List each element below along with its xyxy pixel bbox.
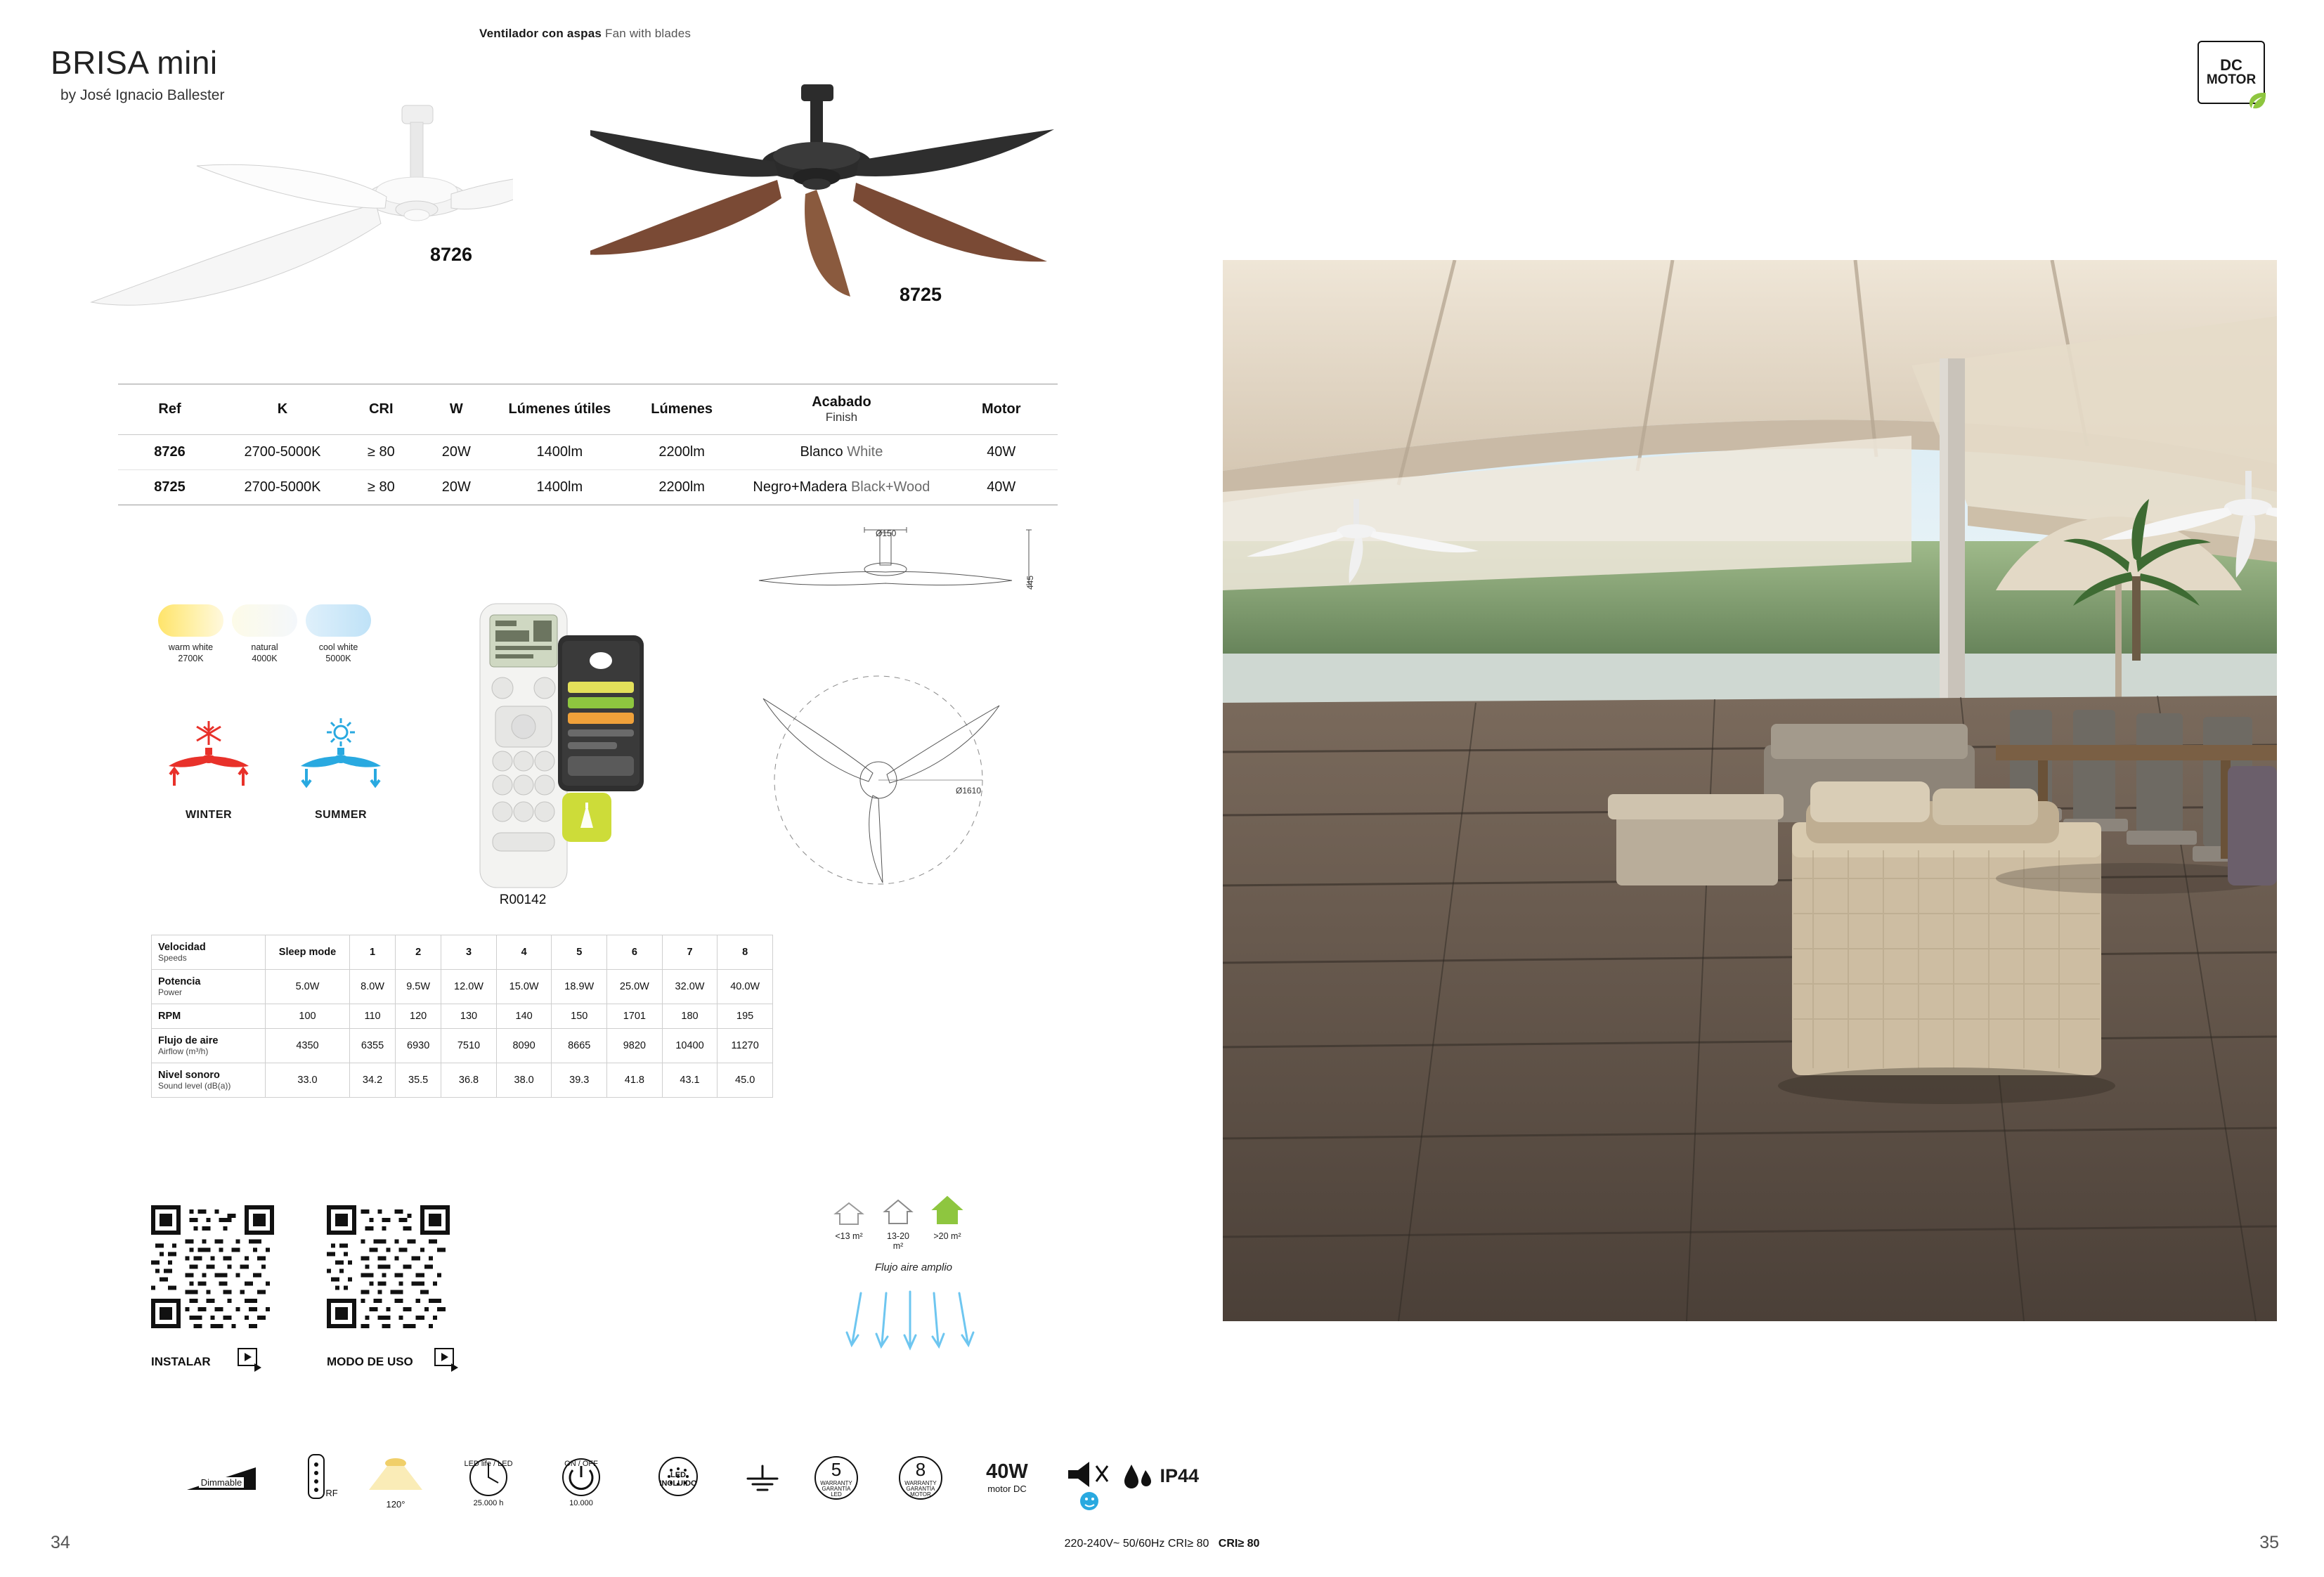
speeds-rowhead-airflow-es: Flujo de aire — [158, 1035, 219, 1046]
remote-code-label: R00142 — [499, 893, 547, 907]
footer-note-bold: CRI≥ 80 — [1218, 1538, 1260, 1550]
speeds-sound-row — [152, 1063, 773, 1098]
cell-ref: 8726 — [118, 435, 221, 470]
cell-airflow-2: 6930 — [396, 1029, 441, 1063]
qr-install-label — [151, 1355, 211, 1369]
cell-power-7: 32.0W — [662, 970, 718, 1004]
airflow-arrows-icon — [840, 1286, 980, 1363]
svg-text:5: 5 — [831, 1459, 842, 1480]
speeds-col-8: 8 — [718, 935, 773, 970]
speeds-rowhead-speed-es: Velocidad — [158, 942, 206, 953]
play-video-icon[interactable] — [238, 1348, 263, 1372]
cell-power-8: 40.0W — [718, 970, 773, 1004]
cell-ref: 8725 — [154, 479, 186, 495]
cell-lumenes-utiles: 1400lm — [494, 435, 625, 470]
cct-name-warm: warm white — [168, 642, 214, 652]
cell-sound-6: 41.8 — [607, 1063, 663, 1098]
cell-power-1: 8.0W — [350, 970, 396, 1004]
cell-motor: 40W — [945, 435, 1058, 470]
class-earth-feature — [731, 1462, 794, 1498]
speeds-rowhead-rpm-es: RPM — [158, 1011, 181, 1022]
dimmable-label: Dimmable — [199, 1477, 245, 1488]
cell-rpm-6: 1701 — [607, 1004, 663, 1029]
airflow-caption: Flujo aire amplio — [874, 1261, 953, 1273]
warranty-led-feature — [794, 1452, 878, 1507]
speeds-rowhead-power — [152, 970, 266, 1004]
cell-airflow-1: 6355 — [350, 1029, 396, 1063]
svg-text:WARRANTY: WARRANTY — [820, 1480, 852, 1486]
cell-lumenes-utiles: 1400lm — [536, 479, 583, 495]
cell-cri: ≥ 80 — [367, 479, 395, 495]
rf-label: RF — [325, 1488, 338, 1498]
speeds-rowhead-speed — [152, 935, 266, 970]
cell-airflow-3: 7510 — [441, 1029, 497, 1063]
qr-usage-label — [327, 1355, 413, 1369]
cell-w: 20W — [441, 479, 471, 495]
cell-airflow-7: 10400 — [662, 1029, 718, 1063]
speeds-rowhead-sound-es: Nivel sonoro — [158, 1070, 220, 1081]
dc-badge-line1: DC — [2220, 56, 2242, 74]
cell-power-2: 9.5W — [396, 970, 441, 1004]
cell-power-5: 18.9W — [552, 970, 607, 1004]
page-kicker — [479, 27, 691, 41]
cell-rpm-4: 140 — [496, 1004, 552, 1029]
lifestyle-photo — [1223, 260, 2277, 1321]
cell-lumenes: 2200lm — [658, 479, 705, 495]
cct-kelvin-natural: 4000K — [252, 653, 278, 663]
cell-rpm-7: 180 — [662, 1004, 718, 1029]
speeds-rowhead-airflow — [152, 1029, 266, 1063]
onoff-feature — [535, 1453, 627, 1520]
warranty-motor-feature — [878, 1452, 963, 1507]
speeds-rowhead-power-es: Potencia — [158, 976, 201, 987]
spec-col-ref: Ref — [118, 384, 221, 435]
beam-angle-icon — [362, 1455, 429, 1495]
svg-text:GARANTÍA: GARANTÍA — [906, 1486, 935, 1492]
class-1-earth-icon — [738, 1462, 787, 1494]
spec-table — [118, 384, 1058, 505]
speeds-rowhead-power-en: Power — [158, 987, 183, 997]
cell-finish — [738, 470, 944, 505]
dim-top-diameter: Ø150 — [876, 528, 897, 538]
led-included-line1: LED — [670, 1471, 686, 1479]
room-size-block — [833, 1195, 963, 1251]
speeds-col-5: 5 — [552, 935, 607, 970]
cct-swatches — [158, 604, 371, 664]
cell-finish-en: Black+Wood — [850, 479, 930, 495]
side-dimension-drawing — [745, 520, 1047, 647]
room-size-large: >20 m² — [933, 1231, 961, 1241]
cell-sound-4: 38.0 — [496, 1063, 552, 1098]
spec-col-cri: CRI — [344, 384, 419, 435]
silent-feature — [1054, 1458, 1124, 1516]
svg-text:LED: LED — [831, 1491, 842, 1498]
qr-code-install[interactable] — [151, 1205, 274, 1328]
water-drop-icon — [1120, 1460, 1157, 1491]
speeds-sleep-mode: Sleep mode — [266, 935, 350, 970]
onoff-top-label: ON / OFF — [564, 1460, 598, 1468]
cell-sound-3: 36.8 — [441, 1063, 497, 1098]
cell-sound-7: 43.1 — [662, 1063, 718, 1098]
cell-motor: 40W — [987, 479, 1016, 495]
speeds-table — [151, 935, 773, 1098]
warranty-motor-icon — [888, 1452, 953, 1504]
footer-note-text: 220-240V~ 50/60Hz CRI≥ 80 — [1064, 1538, 1209, 1550]
led-included-line2: INCLUIDO — [659, 1479, 697, 1488]
page-number-right: 35 — [2259, 1533, 2279, 1552]
house-small-icon — [833, 1200, 865, 1227]
led-life-top-label: LED life / LED — [464, 1460, 513, 1468]
speeds-airflow-row — [152, 1029, 773, 1063]
winter-mode-block — [156, 717, 261, 822]
leaf-icon — [2247, 90, 2268, 111]
spec-col-finish-en: Finish — [825, 410, 858, 424]
speeds-col-7: 7 — [662, 935, 718, 970]
cell-cri: ≥ 80 — [344, 435, 419, 470]
cell-airflow-6: 9820 — [607, 1029, 663, 1063]
qr-install-label-text: INSTALAR — [151, 1355, 211, 1368]
room-size-small: <13 m² — [835, 1231, 863, 1241]
cell-k: 2700-5000K — [221, 435, 344, 470]
qr-code-usage[interactable] — [327, 1205, 450, 1328]
motor-power-label: motor DC — [987, 1484, 1027, 1494]
fan-illustration-white — [63, 91, 513, 323]
cct-kelvin-warm: 2700K — [178, 653, 204, 663]
spec-table-header-row — [118, 384, 1058, 435]
speeds-col-3: 3 — [441, 935, 497, 970]
cell-airflow-5: 8665 — [552, 1029, 607, 1063]
table-row — [118, 470, 1058, 505]
page-title: BRISA mini — [51, 44, 218, 81]
cct-name-cool: cool white — [318, 642, 358, 652]
speeds-header-row — [152, 935, 773, 970]
cct-name-natural: natural — [251, 642, 278, 652]
table-row — [118, 435, 1058, 470]
dc-motor-badge — [2198, 41, 2265, 104]
spec-col-lumenes-utiles: Lúmenes útiles — [494, 384, 625, 435]
onoff-label: 10.000 — [569, 1499, 593, 1507]
cct-swatch-warm — [158, 604, 223, 637]
cell-sound-8: 45.0 — [718, 1063, 773, 1098]
cell-rpm-2: 120 — [396, 1004, 441, 1029]
spec-col-k: K — [221, 384, 344, 435]
cell-power-3: 12.0W — [441, 970, 497, 1004]
summer-mode-block — [288, 717, 394, 822]
cell-airflow-4: 8090 — [496, 1029, 552, 1063]
cell-finish-es: Negro+Madera — [753, 479, 848, 495]
app-screen-illustration — [555, 632, 647, 794]
cell-airflow-8: 11270 — [718, 1029, 773, 1063]
ip44-feature — [1117, 1460, 1202, 1491]
cell-power-6: 25.0W — [607, 970, 663, 1004]
speeds-col-2: 2 — [396, 935, 441, 970]
speeds-rowhead-speed-en: Speeds — [158, 953, 187, 963]
qr-usage-label-text: MODO DE USO — [327, 1355, 413, 1368]
speeds-rowhead-sound — [152, 1063, 266, 1098]
cell-sound-2: 35.5 — [396, 1063, 441, 1098]
cell-power-4: 15.0W — [496, 970, 552, 1004]
silent-icon — [1061, 1458, 1117, 1512]
cct-swatch-cool — [306, 604, 371, 637]
cct-swatch-natural — [232, 604, 297, 637]
dimmable-feature — [176, 1460, 267, 1509]
dim-height: 445 — [1025, 575, 1036, 590]
kicker-es: Ventilador con aspas — [479, 27, 602, 40]
speeds-power-row — [152, 970, 773, 1004]
speeds-rowhead-rpm — [152, 1004, 266, 1029]
cell-rpm-8: 195 — [718, 1004, 773, 1029]
rf-feature — [274, 1452, 358, 1517]
page-number-left: 34 — [51, 1533, 70, 1552]
led-life-feature — [443, 1453, 534, 1520]
led-life-label: 25.000 h — [473, 1499, 504, 1507]
svg-text:WARRANTY: WARRANTY — [904, 1480, 937, 1486]
warranty-led-icon — [804, 1452, 869, 1504]
winter-label: WINTER — [185, 809, 233, 821]
spec-col-lumenes: Lúmenes — [625, 384, 738, 435]
motor-power-value: 40W — [986, 1460, 1028, 1483]
cell-rpm-3: 130 — [441, 1004, 497, 1029]
cell-power-sleep: 5.0W — [266, 970, 350, 1004]
speeds-col-6: 6 — [607, 935, 663, 970]
cct-kelvin-cool: 5000K — [325, 653, 351, 663]
cct-label-natural — [232, 642, 297, 664]
cell-rpm-1: 110 — [350, 1004, 396, 1029]
dim-blade-span: Ø1610 — [956, 786, 982, 796]
beam-angle-feature — [350, 1455, 441, 1510]
house-medium-icon — [882, 1198, 914, 1227]
svg-text:MOTOR: MOTOR — [910, 1491, 931, 1498]
svg-text:GARANTÍA: GARANTÍA — [822, 1486, 851, 1492]
cell-w: 20W — [419, 435, 494, 470]
dc-badge-line2: MOTOR — [2206, 72, 2257, 88]
kicker-en: Fan with blades — [605, 27, 692, 40]
svg-text:8: 8 — [915, 1459, 926, 1480]
cct-label-warm — [158, 642, 223, 664]
spec-col-w: W — [419, 384, 494, 435]
motor-power-feature — [961, 1460, 1053, 1494]
cell-finish-en: White — [847, 444, 883, 460]
summer-icon — [288, 717, 394, 794]
led-included-feature — [629, 1453, 727, 1520]
cell-lumenes: 2200lm — [625, 435, 738, 470]
beam-angle-label: 120° — [386, 1499, 405, 1510]
summer-label: SUMMER — [314, 809, 368, 821]
cell-rpm-sleep: 100 — [266, 1004, 350, 1029]
winter-icon — [156, 717, 261, 794]
speeds-rowhead-airflow-en: Airflow (m³/h) — [158, 1046, 209, 1056]
play-video-icon-2[interactable] — [434, 1348, 460, 1372]
page-subtitle: by José Ignacio Ballester — [60, 87, 225, 103]
light-mode-badge-icon — [562, 793, 611, 842]
cct-label-cool — [306, 642, 371, 664]
cell-airflow-sleep: 4350 — [266, 1029, 350, 1063]
fan-illustration-black — [590, 77, 1054, 330]
speeds-rpm-row — [152, 1004, 773, 1029]
cell-sound-sleep: 33.0 — [266, 1063, 350, 1098]
speeds-col-1: 1 — [350, 935, 396, 970]
cell-rpm-5: 150 — [552, 1004, 607, 1029]
footer-note — [0, 1538, 2324, 1550]
cell-sound-5: 39.3 — [552, 1063, 607, 1098]
dimmable-icon — [183, 1460, 260, 1493]
fan-ref-label-8726: 8726 — [430, 244, 473, 265]
speeds-col-4: 4 — [496, 935, 552, 970]
cell-finish — [738, 435, 944, 470]
cell-k: 2700-5000K — [244, 479, 321, 495]
house-large-icon — [931, 1195, 963, 1227]
ip-rating-label: IP44 — [1160, 1465, 1199, 1486]
spec-col-finish — [738, 384, 944, 435]
spec-col-finish-es: Acabado — [812, 394, 871, 410]
speeds-rowhead-sound-en: Sound level (dB(a)) — [158, 1081, 231, 1091]
cell-finish-es: Blanco — [800, 444, 843, 460]
top-dimension-drawing — [738, 668, 1033, 893]
room-size-medium: 13-20 m² — [887, 1231, 909, 1251]
cell-sound-1: 34.2 — [350, 1063, 396, 1098]
spec-col-motor: Motor — [945, 384, 1058, 435]
fan-ref-label-8725: 8725 — [900, 284, 942, 305]
